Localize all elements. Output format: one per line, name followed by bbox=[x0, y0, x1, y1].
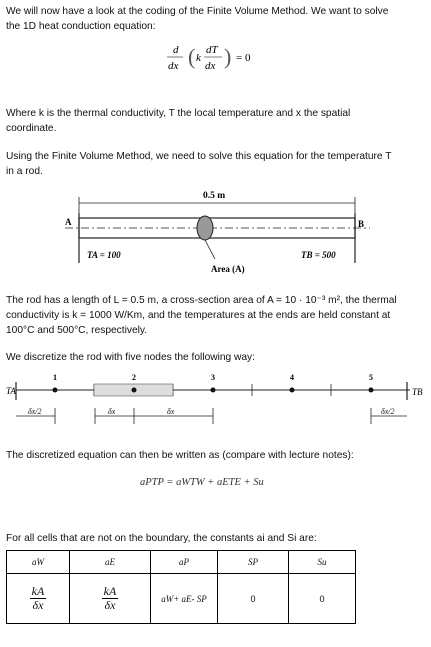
where-line-2: coordinate. bbox=[6, 123, 57, 134]
eq-right-paren: ) bbox=[224, 44, 232, 69]
ae-numerator: kA bbox=[103, 584, 117, 598]
intro-line-2: the 1D heat conduction equation: bbox=[6, 21, 156, 32]
nodes-tb-label: TB bbox=[412, 387, 423, 397]
eq-dx-inner: dx bbox=[205, 60, 216, 72]
cell-su: 0 bbox=[289, 574, 356, 624]
header-ap: aP bbox=[151, 551, 218, 574]
node-label-3: 3 bbox=[211, 373, 215, 382]
constants-paragraph: For all cells that are not on the boundary, the constants ai and Si are: bbox=[6, 533, 317, 544]
header-su: Su bbox=[289, 551, 356, 574]
rod-end-a: A bbox=[65, 217, 72, 227]
area-label: Area (A) bbox=[211, 264, 245, 274]
rod-line-1: The rod has a length of L = 0.5 m, a cross-section area of A = 10 · 10⁻³ m², the thermal bbox=[6, 295, 397, 306]
aw-denominator: δx bbox=[32, 598, 44, 612]
intro-paragraph bbox=[6, 4, 426, 34]
eq-dx: dx bbox=[168, 60, 179, 72]
node-label-5: 5 bbox=[369, 373, 373, 382]
aw-fraction bbox=[30, 585, 47, 612]
cell-ae bbox=[70, 574, 151, 624]
tb-label: TB = 500 bbox=[301, 250, 336, 260]
eq-equals-zero: = 0 bbox=[236, 52, 251, 64]
where-line-1: Where k is the thermal conductivity, T the local temperature and x the spatial bbox=[6, 108, 351, 119]
dx-label-1: δx bbox=[108, 407, 116, 416]
dx-label-2: δx bbox=[167, 407, 175, 416]
node-4 bbox=[290, 388, 295, 393]
half-dx-left-label: δx/2 bbox=[28, 407, 42, 416]
nodes-figure bbox=[0, 372, 431, 432]
aw-numerator: kA bbox=[31, 584, 45, 598]
eq-k: k bbox=[196, 52, 201, 64]
header-ae: aE bbox=[70, 551, 151, 574]
eq-dT: dT bbox=[206, 44, 218, 56]
cell-aw bbox=[7, 574, 70, 624]
node-2 bbox=[132, 388, 137, 393]
cell-ap: aW+ aE- SP bbox=[151, 574, 218, 624]
table-row bbox=[7, 574, 356, 624]
nodes-ta-label: TA bbox=[6, 386, 16, 396]
discretized-equation: aPTP = aWTW + aETE + Su bbox=[140, 477, 264, 488]
intro-line-1: We will now have a look at the coding of the Finite Volume Method. We want to solve bbox=[6, 6, 389, 17]
discretize-paragraph: We discretize the rod with five nodes the following way: bbox=[6, 352, 255, 363]
eq-d: d bbox=[173, 44, 179, 56]
node-label-2: 2 bbox=[132, 373, 136, 382]
using-line-2: in a rod. bbox=[6, 166, 43, 177]
cross-section-area bbox=[197, 216, 213, 240]
node-label-1: 1 bbox=[53, 373, 57, 382]
rod-length-label: 0.5 m bbox=[203, 191, 226, 201]
rod-end-b: B bbox=[358, 219, 365, 229]
rod-figure bbox=[55, 185, 385, 285]
ae-fraction bbox=[102, 585, 119, 612]
ta-label: TA = 100 bbox=[87, 250, 121, 260]
heat-equation bbox=[150, 38, 280, 78]
rod-paragraph bbox=[6, 293, 426, 338]
rod-line-3: 100°C and 500°C, respectively. bbox=[6, 325, 148, 336]
node-label-4: 4 bbox=[290, 373, 294, 382]
where-paragraph bbox=[6, 106, 426, 136]
half-dx-right-label: δx/2 bbox=[381, 407, 395, 416]
node-5 bbox=[369, 388, 374, 393]
discretized-paragraph: The discretized equation can then be written as (compare with lecture notes): bbox=[6, 450, 354, 461]
node-3 bbox=[211, 388, 216, 393]
eq-left-paren: ( bbox=[188, 44, 196, 69]
using-line-1: Using the Finite Volume Method, we need to solve this equation for the temperature T bbox=[6, 151, 392, 162]
cell-sp: 0 bbox=[218, 574, 289, 624]
node-1 bbox=[53, 388, 58, 393]
ae-denominator: δx bbox=[104, 598, 116, 612]
header-aw: aW bbox=[7, 551, 70, 574]
header-sp: SP bbox=[218, 551, 289, 574]
rod-line-2: conductivity is k = 1000 W/Km, and the temperatures at the ends are held constant at bbox=[6, 310, 391, 321]
using-paragraph bbox=[6, 149, 426, 179]
coefficient-table bbox=[6, 550, 356, 624]
